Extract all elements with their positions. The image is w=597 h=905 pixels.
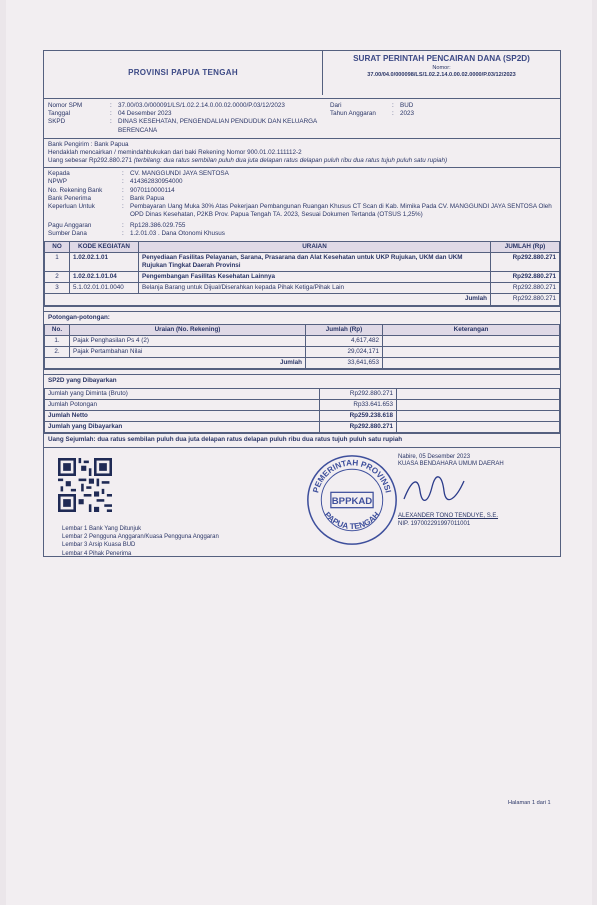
skpd-label: SKPD <box>48 118 66 126</box>
paid-blank <box>397 410 560 421</box>
row-no: 2 <box>45 272 70 283</box>
info-left: Nomor SPM : 37.00/03.0/000091/LS/1.02.2.14.0.00.02.0000/P.03/12/2023 Tanggal : 04 Desember 2023 SKPD : DINAS KESEHATAN, PENGENDALIAN PENDUDUK DAN KELUARGA BERENCANA <box>48 102 322 135</box>
table-row <box>45 283 560 294</box>
paid-label: Jumlah Potongan <box>45 399 320 410</box>
pot-col-keterangan: Keterangan <box>383 324 560 335</box>
row-kode: 1.02.02.1.01 <box>70 252 139 271</box>
col-kode: KODE KEGIATAN <box>70 241 139 252</box>
table-row <box>45 272 560 283</box>
table-row <box>45 252 560 271</box>
table-total-row <box>45 358 560 369</box>
npwp-label: NPWP <box>48 178 67 186</box>
tahun: 2023 <box>400 110 415 118</box>
page-number: Halaman 1 dari 1 <box>508 800 551 806</box>
pot-uraian: Pajak Penghasilan Ps 4 (2) <box>70 335 306 346</box>
pot-col-jumlah: Jumlah (Rp) <box>306 324 383 335</box>
pot-no: 1. <box>45 335 70 346</box>
title-box <box>323 51 560 98</box>
table-total-row <box>45 294 560 305</box>
table-row <box>45 399 560 410</box>
lembar-item: Lembar 2 Pengguna Anggaran/Kuasa Pengguna Anggaran <box>62 533 219 540</box>
pot-jumlah: 29,024,171 <box>306 347 383 358</box>
potongan-title: Potongan-potongan: <box>44 311 560 324</box>
province-box <box>44 51 323 95</box>
pot-no: 2. <box>45 347 70 358</box>
npwp: 414362830954000 <box>130 178 183 186</box>
bank-pengirim: Bank Pengirim : Bank Papua <box>48 140 129 148</box>
table-row <box>45 335 560 346</box>
svg-text:PAPUA TENGAH <box>323 510 382 531</box>
pot-jumlah: 4,617,482 <box>306 335 383 346</box>
payee-section: Kepada : CV. MANGGUNDI JAYA SENTOSA NPWP : 414362830954000 No. Rekening Bank : 9070110000114 Bank Penerima : Bank Papua Keperluan Untuk : Pembayaran Uang Muka 30% Atas Pekerjaan Pembangunan Ruangan Khusus CT Scan di Kab. Mimika Pada CV. MANGGUNDI JAYA SENTOSA Oleh OPD Dinas Kesehatan, P2KB Prov. Papua Tengah TA. 2023, Sesuai Dokumen Tertanda (OTSUS 1,25%) Pagu Anggaran : Rp128.386.029.755 Sumber Dana : 1.2.01.03 . Dana Otonomi Khusus <box>44 167 560 240</box>
kegiatan-table <box>44 241 560 306</box>
amount-in-words: Uang Sejumlah: dua ratus sembilan puluh dua juta delapan ratus delapan puluh ribu dua ratus tujuh puluh satu rupiah <box>44 433 560 446</box>
row-uraian: Belanja Barang untuk Dijual/Diserahkan kepada Pihak Ketiga/Pihak Lain <box>139 283 491 294</box>
paid-value: Rp292.880.271 <box>320 422 397 433</box>
signer-office: KUASA BENDAHARA UMUM DAERAH <box>398 461 504 468</box>
stamp-bottom-text: PAPUA TENGAH <box>322 509 382 531</box>
potongan-table <box>44 324 560 370</box>
tanggal: 04 Desember 2023 <box>118 110 172 118</box>
norek-label: No. Rekening Bank <box>48 186 103 194</box>
row-jumlah: Rp292.880.271 <box>491 272 560 283</box>
nomor-spm-label: Nomor SPM <box>48 102 83 109</box>
paid-value: Rp33.641.653 <box>320 399 397 410</box>
pot-keterangan <box>383 335 560 346</box>
row-kode: 1.02.02.1.01.04 <box>70 272 139 283</box>
sumber-label: Sumber Dana <box>48 230 87 238</box>
amount-prefix: Uang sebesar Rp292.880.271 <box>48 157 133 165</box>
pagu-label: Pagu Anggaran <box>48 222 92 230</box>
province-name: PROVINSI PAPUA TENGAH <box>128 67 238 77</box>
signature-area <box>44 447 560 556</box>
total-label: Jumlah <box>45 294 491 305</box>
lembar-item: Lembar 4 Pihak Penerima <box>62 550 132 557</box>
norek: 9070110000114 <box>130 186 175 194</box>
pot-total-blank <box>383 358 560 369</box>
amount-line <box>48 157 556 165</box>
paid-label: Jumlah yang Diminta (Bruto) <box>45 388 320 399</box>
skpd: DINAS KESEHATAN, PENGENDALIAN PENDUDUK DAN KELUARGA BERENCANA <box>118 118 317 134</box>
qr-code-icon <box>58 458 112 512</box>
nomor-label: Nomor: <box>432 64 451 71</box>
row-uraian: Penyediaan Fasilitas Pelayanan, Sarana, Prasarana dan Alat Kesehatan untuk UKP Rujukan, UKM dan UKM Rujukan Tingkat Daerah Provinsi <box>139 252 491 271</box>
paid-value: Rp292.880.271 <box>320 388 397 399</box>
bank-instruction: Hendaklah mencairkan / memindahbukukan dari baki Rekening Nomor 900.01.02.111112-2 <box>48 148 302 156</box>
stamp-center-text: BPPKAD <box>331 495 373 507</box>
row-jumlah: Rp292.880.271 <box>491 252 560 271</box>
col-jumlah: JUMLAH (Rp) <box>491 241 560 252</box>
tanggal-label: Tanggal <box>48 110 71 118</box>
sp2d-document <box>43 50 561 557</box>
paid-blank <box>397 422 560 433</box>
lembar-item: Lembar 1 Bank Yang Ditunjuk <box>62 525 142 532</box>
document-number: 37.00/04.0/000098/LS/1.02.2.14.0.00.02.0000/P.03/12/2023 <box>367 71 516 78</box>
bank-label: Bank Penerima <box>48 194 92 202</box>
col-uraian: URAIAN <box>139 241 491 252</box>
bank-section <box>44 138 560 168</box>
paid-label: Jumlah yang Dibayarkan <box>45 422 320 433</box>
dari-label: Dari <box>330 102 342 109</box>
table-row <box>45 388 560 399</box>
document-title: SURAT PERINTAH PENCAIRAN DANA (SP2D) <box>353 54 530 63</box>
pot-total-label: Jumlah <box>45 358 306 369</box>
pot-total-value: 33,641,653 <box>306 358 383 369</box>
info-section <box>44 98 560 138</box>
amount-terbilang: (terbilang: dua ratus sembilan puluh dua juta delapan ratus delapan puluh ribu dua ratus tujuh puluh satu rupiah) <box>133 157 448 165</box>
sp2d-paid-table <box>44 388 560 434</box>
keperluan-label: Keperluan Untuk <box>48 202 95 210</box>
table-row <box>45 410 560 421</box>
total-value: Rp292.880.271 <box>491 294 560 305</box>
paid-blank <box>397 388 560 399</box>
official-stamp <box>304 452 400 548</box>
pot-keterangan <box>383 347 560 358</box>
row-no: 3 <box>45 283 70 294</box>
row-uraian: Pengembangan Fasilitas Kesehatan Lainnya <box>139 272 491 283</box>
tahun-label: Tahun Anggaran <box>330 110 376 118</box>
row-kode: 5.1.02.01.01.0040 <box>70 283 139 294</box>
kepada: CV. MANGGUNDI JAYA SENTOSA <box>130 170 229 178</box>
lembar-list <box>62 525 219 559</box>
handwritten-signature <box>398 469 468 509</box>
paid-value: Rp259.238.618 <box>320 410 397 421</box>
pot-uraian: Pajak Pertambahan Nilai <box>70 347 306 358</box>
kepada-label: Kepada <box>48 170 70 178</box>
stamp-top-text: PEMERINTAH PROVINSI <box>311 457 393 494</box>
row-jumlah: Rp292.880.271 <box>491 283 560 294</box>
document-header <box>44 51 560 98</box>
info-right: Dari : BUD Tahun Anggaran : 2023 <box>322 102 556 135</box>
sumber-dana: 1.2.01.03 . Dana Otonomi Khusus <box>130 230 225 238</box>
paid-label: Jumlah Netto <box>45 410 320 421</box>
pagu: Rp128.386.029.755 <box>130 222 186 230</box>
table-row <box>45 422 560 433</box>
signer-nip: NIP. 197002291997011001 <box>398 520 471 527</box>
sp2d-paid-title: SP2D yang Dibayarkan <box>44 374 560 387</box>
table-row <box>45 347 560 358</box>
place-date: Nabire, 05 Desember 2023 <box>398 453 471 460</box>
pot-col-no: No. <box>45 324 70 335</box>
pot-col-uraian: Uraian (No. Rekening) <box>70 324 306 335</box>
row-no: 1 <box>45 252 70 271</box>
signature-block <box>398 454 504 529</box>
lembar-item: Lembar 3 Arsip Kuasa BUD <box>62 542 136 549</box>
nomor-spm: 37.00/03.0/000091/LS/1.02.2.14.0.00.02.0000/P.03/12/2023 <box>118 102 285 109</box>
dari: BUD <box>400 102 414 109</box>
keperluan: Pembayaran Uang Muka 30% Atas Pekerjaan Pembangunan Ruangan Khusus CT Scan di Kab. Mimika Pada CV. MANGGUNDI JAYA SENTOSA Oleh OPD Dinas Kesehatan, P2KB Prov. Papua Tengah TA. 2023, Sesuai Dokumen Tertanda (OTSUS 1,25%) <box>130 202 552 219</box>
bank-penerima: Bank Papua <box>130 194 165 202</box>
signer-name: ALEXANDER TONO TENDUYE, S.E. <box>398 512 499 519</box>
paid-blank <box>397 399 560 410</box>
col-no: NO <box>45 241 70 252</box>
